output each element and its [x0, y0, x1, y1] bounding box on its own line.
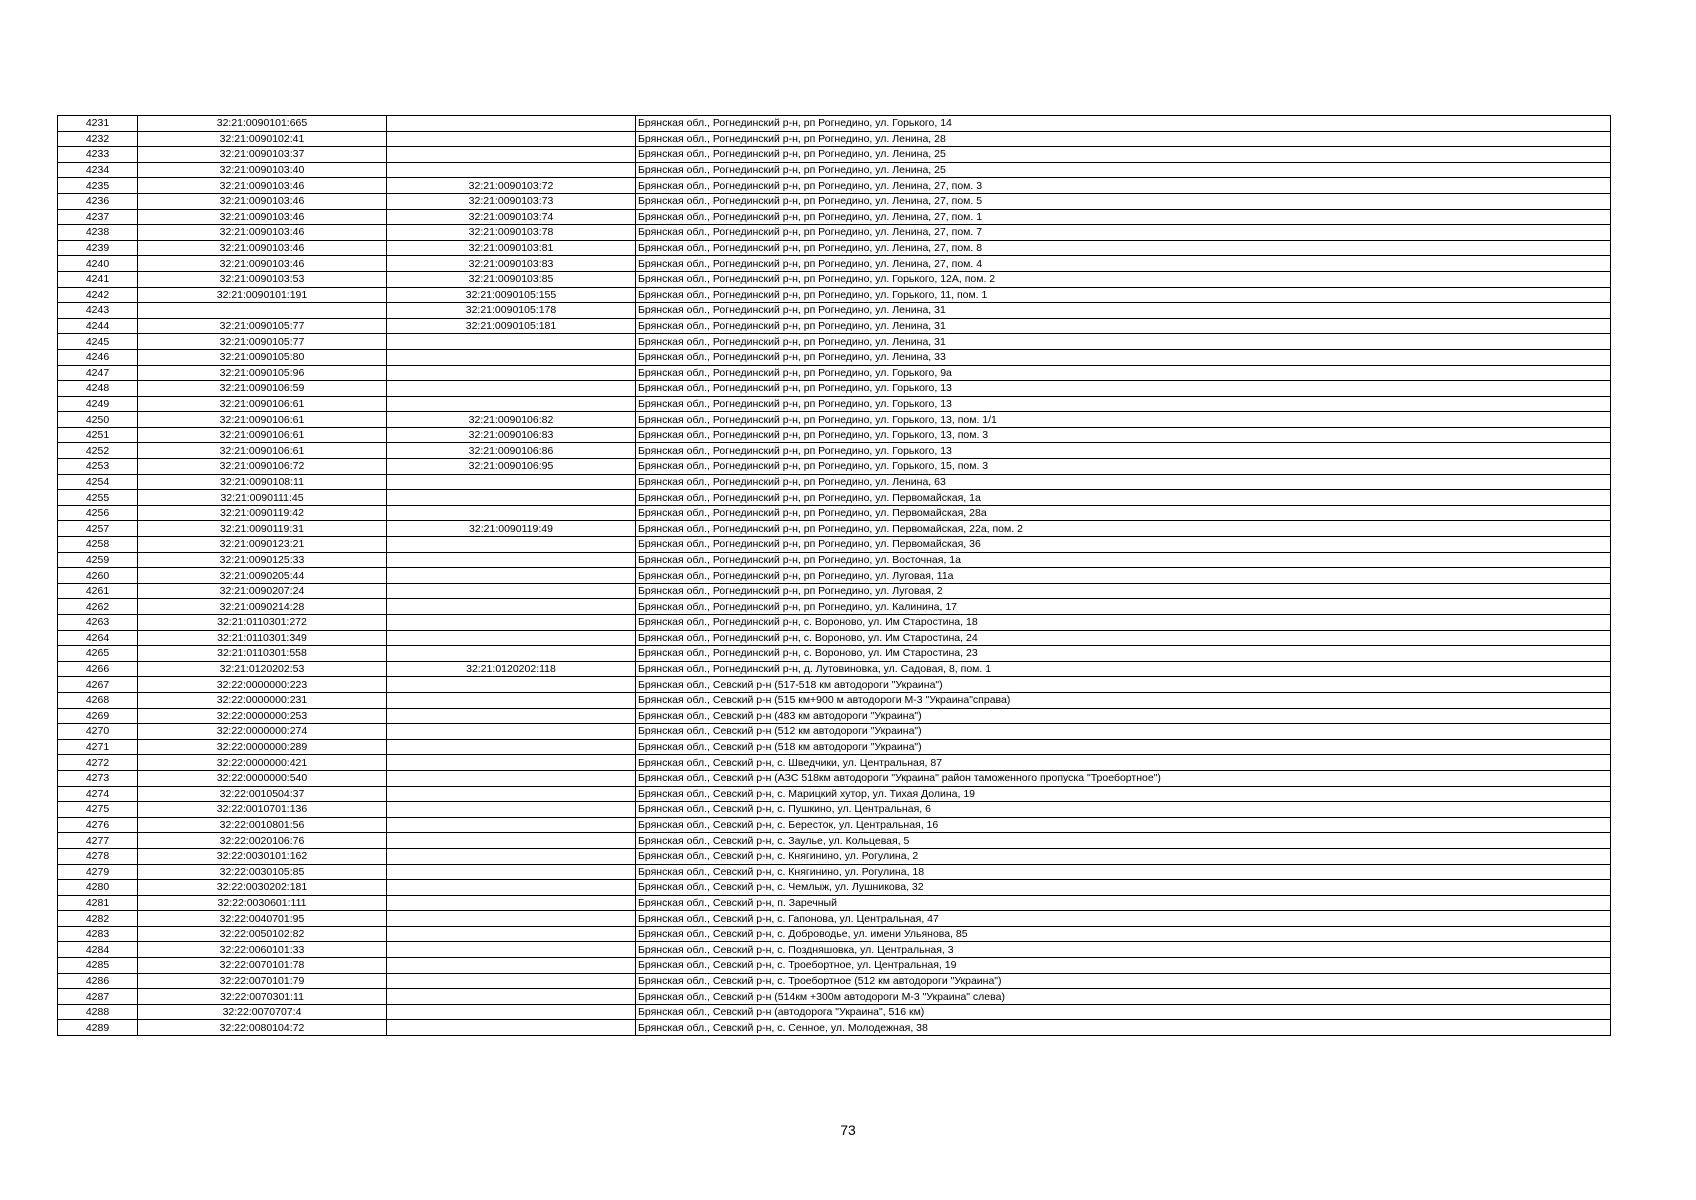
address-cell: Брянская обл., Рогнединский р-н, рп Рогнедино, ул. Ленина, 31	[636, 334, 1611, 350]
object-number-cell	[387, 833, 636, 849]
address-cell: Брянская обл., Рогнединский р-н, рп Рогнедино, ул. Горького, 13, пом. 1/1	[636, 412, 1611, 428]
row-number-cell: 4271	[58, 739, 138, 755]
row-number-cell: 4267	[58, 677, 138, 693]
object-number-cell: 32:21:0090106:95	[387, 459, 636, 475]
table-row	[58, 459, 1611, 475]
address-cell: Брянская обл., Рогнединский р-н, рп Рогнедино, ул. Ленина, 27, пом. 1	[636, 209, 1611, 225]
object-number-cell	[387, 692, 636, 708]
row-number-cell: 4254	[58, 474, 138, 490]
row-number-cell: 4287	[58, 989, 138, 1005]
address-cell: Брянская обл., Севский р-н (автодорога "Украина", 516 км)	[636, 1004, 1611, 1020]
cadastral-number-cell: 32:22:0000000:231	[138, 692, 387, 708]
cadastral-number-cell: 32:21:0090106:61	[138, 412, 387, 428]
address-cell: Брянская обл., Севский р-н, с. Поздняшовка, ул. Центральная, 3	[636, 942, 1611, 958]
address-cell: Брянская обл., Рогнединский р-н, рп Рогнедино, ул. Ленина, 27, пом. 3	[636, 178, 1611, 194]
row-number-cell: 4273	[58, 770, 138, 786]
row-number-cell: 4277	[58, 833, 138, 849]
table-row	[58, 708, 1611, 724]
cadastral-number-cell: 32:22:0030202:181	[138, 880, 387, 896]
cadastral-number-cell: 32:22:0000000:289	[138, 739, 387, 755]
address-cell: Брянская обл., Рогнединский р-н, рп Рогнедино, ул. Горького, 14	[636, 116, 1611, 132]
cadastral-number-cell: 32:22:0030105:85	[138, 864, 387, 880]
row-number-cell: 4284	[58, 942, 138, 958]
object-number-cell: 32:21:0090103:73	[387, 193, 636, 209]
object-number-cell: 32:21:0090103:72	[387, 178, 636, 194]
cadastral-number-cell: 32:21:0090125:33	[138, 552, 387, 568]
row-number-cell: 4275	[58, 802, 138, 818]
cadastral-number-cell: 32:22:0030601:111	[138, 895, 387, 911]
row-number-cell: 4248	[58, 381, 138, 397]
address-cell: Брянская обл., Севский р-н, с. Троебортное (512 км автодороги "Украина")	[636, 973, 1611, 989]
address-cell: Брянская обл., Севский р-н (517-518 км автодороги "Украина")	[636, 677, 1611, 693]
table-row	[58, 474, 1611, 490]
table-row	[58, 178, 1611, 194]
object-number-cell: 32:21:0090103:74	[387, 209, 636, 225]
address-cell: Брянская обл., Севский р-н, с. Чемлыж, ул. Лушникова, 32	[636, 880, 1611, 896]
object-number-cell	[387, 334, 636, 350]
cadastral-number-cell: 32:21:0110301:349	[138, 630, 387, 646]
row-number-cell: 4234	[58, 162, 138, 178]
table-row	[58, 209, 1611, 225]
cadastral-number-cell: 32:21:0090119:42	[138, 505, 387, 521]
cadastral-number-cell: 32:22:0000000:223	[138, 677, 387, 693]
cadastral-number-cell: 32:21:0090105:77	[138, 334, 387, 350]
address-cell: Брянская обл., Севский р-н, п. Заречный	[636, 895, 1611, 911]
table-row	[58, 880, 1611, 896]
address-cell: Брянская обл., Рогнединский р-н, рп Рогнедино, ул. Горького, 13, пом. 3	[636, 427, 1611, 443]
address-cell: Брянская обл., Рогнединский р-н, рп Рогнедино, ул. Первомайская, 1а	[636, 490, 1611, 506]
row-number-cell: 4268	[58, 692, 138, 708]
table-row	[58, 147, 1611, 163]
object-number-cell	[387, 989, 636, 1005]
cadastral-number-cell: 32:21:0110301:558	[138, 646, 387, 662]
row-number-cell: 4249	[58, 396, 138, 412]
table-row	[58, 770, 1611, 786]
address-cell: Брянская обл., Рогнединский р-н, рп Рогнедино, ул. Горького, 11, пом. 1	[636, 287, 1611, 303]
table-row	[58, 334, 1611, 350]
address-cell: Брянская обл., Севский р-н, с. Заулье, ул. Кольцевая, 5	[636, 833, 1611, 849]
object-number-cell	[387, 349, 636, 365]
cadastral-number-cell: 32:21:0090108:11	[138, 474, 387, 490]
address-cell: Брянская обл., Севский р-н, с. Гапонова, ул. Центральная, 47	[636, 911, 1611, 927]
table-row	[58, 256, 1611, 272]
object-number-cell	[387, 880, 636, 896]
address-cell: Брянская обл., Севский р-н, с. Доброводье, ул. имени Ульянова, 85	[636, 926, 1611, 942]
row-number-cell: 4263	[58, 615, 138, 631]
object-number-cell: 32:21:0090105:178	[387, 303, 636, 319]
object-number-cell	[387, 599, 636, 615]
object-number-cell	[387, 568, 636, 584]
row-number-cell: 4257	[58, 521, 138, 537]
table-row	[58, 349, 1611, 365]
object-number-cell	[387, 147, 636, 163]
table-row	[58, 973, 1611, 989]
row-number-cell: 4285	[58, 958, 138, 974]
cadastral-number-cell: 32:21:0090106:61	[138, 443, 387, 459]
object-number-cell	[387, 1020, 636, 1036]
object-number-cell: 32:21:0090106:82	[387, 412, 636, 428]
table-row	[58, 303, 1611, 319]
object-number-cell: 32:21:0090105:181	[387, 318, 636, 334]
object-number-cell	[387, 848, 636, 864]
address-cell: Брянская обл., Севский р-н, с. Пушкино, ул. Центральная, 6	[636, 802, 1611, 818]
table-row	[58, 412, 1611, 428]
row-number-cell: 4281	[58, 895, 138, 911]
table-row	[58, 240, 1611, 256]
row-number-cell: 4243	[58, 303, 138, 319]
object-number-cell: 32:21:0090103:83	[387, 256, 636, 272]
cadastral-number-cell: 32:21:0090103:46	[138, 178, 387, 194]
row-number-cell: 4251	[58, 427, 138, 443]
row-number-cell: 4269	[58, 708, 138, 724]
table-row	[58, 365, 1611, 381]
row-number-cell: 4233	[58, 147, 138, 163]
table-row	[58, 1020, 1611, 1036]
row-number-cell: 4261	[58, 583, 138, 599]
cadastral-number-cell: 32:22:0070101:79	[138, 973, 387, 989]
address-cell: Брянская обл., Севский р-н, с. Княгинино, ул. Рогулина, 18	[636, 864, 1611, 880]
cadastral-number-cell: 32:21:0090106:59	[138, 381, 387, 397]
table-row	[58, 505, 1611, 521]
row-number-cell: 4280	[58, 880, 138, 896]
object-number-cell	[387, 365, 636, 381]
address-cell: Брянская обл., Рогнединский р-н, рп Рогнедино, ул. Горького, 9а	[636, 365, 1611, 381]
object-number-cell	[387, 537, 636, 553]
object-number-cell: 32:21:0090106:86	[387, 443, 636, 459]
object-number-cell	[387, 926, 636, 942]
row-number-cell: 4282	[58, 911, 138, 927]
cadastral-number-cell: 32:22:0000000:253	[138, 708, 387, 724]
cadastral-number-cell: 32:21:0120202:53	[138, 661, 387, 677]
object-number-cell	[387, 583, 636, 599]
table-row	[58, 942, 1611, 958]
row-number-cell: 4283	[58, 926, 138, 942]
table-row	[58, 615, 1611, 631]
object-number-cell: 32:21:0090103:78	[387, 225, 636, 241]
row-number-cell: 4236	[58, 193, 138, 209]
table-row	[58, 1004, 1611, 1020]
cadastral-number-cell: 32:21:0090105:77	[138, 318, 387, 334]
table-row	[58, 568, 1611, 584]
table-row	[58, 131, 1611, 147]
cadastral-number-cell: 32:22:0010701:136	[138, 802, 387, 818]
table-row	[58, 427, 1611, 443]
table-row	[58, 911, 1611, 927]
cadastral-number-cell: 32:22:0000000:274	[138, 724, 387, 740]
address-cell: Брянская обл., Рогнединский р-н, рп Рогнедино, ул. Ленина, 27, пом. 4	[636, 256, 1611, 272]
cadastral-number-cell: 32:21:0090103:40	[138, 162, 387, 178]
object-number-cell	[387, 677, 636, 693]
table-row	[58, 677, 1611, 693]
address-cell: Брянская обл., Рогнединский р-н, с. Вороново, ул. Им Старостина, 23	[636, 646, 1611, 662]
row-number-cell: 4270	[58, 724, 138, 740]
address-cell: Брянская обл., Рогнединский р-н, рп Рогнедино, ул. Горького, 13	[636, 396, 1611, 412]
address-cell: Брянская обл., Рогнединский р-н, рп Рогнедино, ул. Ленина, 27, пом. 8	[636, 240, 1611, 256]
object-number-cell	[387, 708, 636, 724]
table-row	[58, 864, 1611, 880]
address-cell: Брянская обл., Севский р-н, с. Княгинино, ул. Рогулина, 2	[636, 848, 1611, 864]
row-number-cell: 4272	[58, 755, 138, 771]
address-cell: Брянская обл., Рогнединский р-н, рп Рогнедино, ул. Луговая, 11а	[636, 568, 1611, 584]
cadastral-number-cell: 32:21:0090207:24	[138, 583, 387, 599]
row-number-cell: 4286	[58, 973, 138, 989]
cadastral-number-cell: 32:21:0090103:53	[138, 271, 387, 287]
address-cell: Брянская обл., Рогнединский р-н, рп Рогнедино, ул. Ленина, 25	[636, 162, 1611, 178]
row-number-cell: 4278	[58, 848, 138, 864]
object-number-cell: 32:21:0090119:49	[387, 521, 636, 537]
cadastral-number-cell: 32:22:0000000:540	[138, 770, 387, 786]
cadastral-number-cell: 32:21:0090101:191	[138, 287, 387, 303]
table-row	[58, 848, 1611, 864]
object-number-cell	[387, 552, 636, 568]
row-number-cell: 4253	[58, 459, 138, 475]
object-number-cell	[387, 505, 636, 521]
address-cell: Брянская обл., Севский р-н (515 км+900 м автодороги М-3 "Украина"справа)	[636, 692, 1611, 708]
object-number-cell	[387, 474, 636, 490]
object-number-cell: 32:21:0090103:81	[387, 240, 636, 256]
address-cell: Брянская обл., Рогнединский р-н, рп Рогнедино, ул. Первомайская, 22а, пом. 2	[636, 521, 1611, 537]
row-number-cell: 4241	[58, 271, 138, 287]
object-number-cell	[387, 381, 636, 397]
object-number-cell	[387, 942, 636, 958]
row-number-cell: 4255	[58, 490, 138, 506]
object-number-cell	[387, 646, 636, 662]
table-row	[58, 599, 1611, 615]
address-cell: Брянская обл., Рогнединский р-н, рп Рогнедино, ул. Ленина, 28	[636, 131, 1611, 147]
cadastral-number-cell: 32:21:0090119:31	[138, 521, 387, 537]
table-row	[58, 692, 1611, 708]
row-number-cell: 4262	[58, 599, 138, 615]
object-number-cell	[387, 786, 636, 802]
cadastral-number-cell: 32:22:0070301:11	[138, 989, 387, 1005]
cadastral-number-cell: 32:21:0090105:96	[138, 365, 387, 381]
cadastral-number-cell	[138, 303, 387, 319]
cadastral-number-cell: 32:22:0010801:56	[138, 817, 387, 833]
cadastral-number-cell: 32:22:0030101:162	[138, 848, 387, 864]
address-cell: Брянская обл., Севский р-н (514км +300м автодороги М-3 "Украина" слева)	[636, 989, 1611, 1005]
table-row	[58, 116, 1611, 132]
table-row	[58, 193, 1611, 209]
address-cell: Брянская обл., Рогнединский р-н, рп Рогнедино, ул. Горького, 13	[636, 381, 1611, 397]
object-number-cell	[387, 116, 636, 132]
table-row	[58, 786, 1611, 802]
row-number-cell: 4245	[58, 334, 138, 350]
table-row	[58, 630, 1611, 646]
cadastral-number-cell: 32:22:0070707:4	[138, 1004, 387, 1020]
table-body	[58, 116, 1611, 1036]
address-cell: Брянская обл., Рогнединский р-н, с. Вороново, ул. Им Старостина, 18	[636, 615, 1611, 631]
address-cell: Брянская обл., Севский р-н, с. Троебортное, ул. Центральная, 19	[636, 958, 1611, 974]
address-cell: Брянская обл., Севский р-н, с. Марицкий хутор, ул. Тихая Долина, 19	[636, 786, 1611, 802]
table-row	[58, 521, 1611, 537]
cadastral-number-cell: 32:21:0090205:44	[138, 568, 387, 584]
row-number-cell: 4239	[58, 240, 138, 256]
row-number-cell: 4231	[58, 116, 138, 132]
address-cell: Брянская обл., Рогнединский р-н, рп Рогнедино, ул. Горького, 13	[636, 443, 1611, 459]
object-number-cell	[387, 396, 636, 412]
row-number-cell: 4242	[58, 287, 138, 303]
row-number-cell: 4265	[58, 646, 138, 662]
object-number-cell: 32:21:0120202:118	[387, 661, 636, 677]
row-number-cell: 4235	[58, 178, 138, 194]
table-row	[58, 646, 1611, 662]
address-cell: Брянская обл., Рогнединский р-н, рп Рогнедино, ул. Горького, 12А, пом. 2	[636, 271, 1611, 287]
table-row	[58, 381, 1611, 397]
row-number-cell: 4266	[58, 661, 138, 677]
address-cell: Брянская обл., Рогнединский р-н, рп Рогнедино, ул. Луговая, 2	[636, 583, 1611, 599]
table-row	[58, 225, 1611, 241]
cadastral-number-cell: 32:21:0090214:28	[138, 599, 387, 615]
object-number-cell	[387, 958, 636, 974]
cadastral-number-cell: 32:21:0090123:21	[138, 537, 387, 553]
table-row	[58, 318, 1611, 334]
address-cell: Брянская обл., Рогнединский р-н, рп Рогнедино, ул. Горького, 15, пом. 3	[636, 459, 1611, 475]
cadastral-number-cell: 32:21:0090103:46	[138, 193, 387, 209]
row-number-cell: 4259	[58, 552, 138, 568]
address-cell: Брянская обл., Севский р-н (АЗС 518км автодороги "Украина" район таможенного пропуска "Троебортное")	[636, 770, 1611, 786]
table-row	[58, 895, 1611, 911]
table-row	[58, 833, 1611, 849]
cadastral-number-cell: 32:21:0090105:80	[138, 349, 387, 365]
row-number-cell: 4279	[58, 864, 138, 880]
cadastral-number-cell: 32:22:0010504:37	[138, 786, 387, 802]
object-number-cell	[387, 864, 636, 880]
cadastral-number-cell: 32:21:0090103:37	[138, 147, 387, 163]
object-number-cell: 32:21:0090103:85	[387, 271, 636, 287]
row-number-cell: 4274	[58, 786, 138, 802]
table-row	[58, 926, 1611, 942]
row-number-cell: 4232	[58, 131, 138, 147]
object-number-cell	[387, 973, 636, 989]
cadastral-number-cell: 32:21:0090106:61	[138, 396, 387, 412]
object-number-cell	[387, 770, 636, 786]
row-number-cell: 4256	[58, 505, 138, 521]
cadastral-number-cell: 32:22:0060101:33	[138, 942, 387, 958]
cadastral-number-cell: 32:22:0040701:95	[138, 911, 387, 927]
table-row	[58, 271, 1611, 287]
address-cell: Брянская обл., Рогнединский р-н, рп Рогнедино, ул. Ленина, 63	[636, 474, 1611, 490]
cadastral-number-cell: 32:22:0070101:78	[138, 958, 387, 974]
table-row	[58, 162, 1611, 178]
table-row	[58, 739, 1611, 755]
address-cell: Брянская обл., Севский р-н (512 км автодороги "Украина")	[636, 724, 1611, 740]
row-number-cell: 4289	[58, 1020, 138, 1036]
address-cell: Брянская обл., Рогнединский р-н, рп Рогнедино, ул. Ленина, 27, пом. 7	[636, 225, 1611, 241]
cadastral-number-cell: 32:21:0090103:46	[138, 225, 387, 241]
cadastral-number-cell: 32:21:0090102:41	[138, 131, 387, 147]
cadastral-number-cell: 32:21:0090101:665	[138, 116, 387, 132]
row-number-cell: 4250	[58, 412, 138, 428]
table-row	[58, 724, 1611, 740]
cadastral-number-cell: 32:22:0080104:72	[138, 1020, 387, 1036]
object-number-cell: 32:21:0090105:155	[387, 287, 636, 303]
cadastral-number-cell: 32:21:0090103:46	[138, 256, 387, 272]
object-number-cell	[387, 739, 636, 755]
table-row	[58, 661, 1611, 677]
cadastral-number-cell: 32:21:0090106:61	[138, 427, 387, 443]
object-number-cell	[387, 630, 636, 646]
table-row	[58, 817, 1611, 833]
row-number-cell: 4288	[58, 1004, 138, 1020]
row-number-cell: 4238	[58, 225, 138, 241]
object-number-cell	[387, 1004, 636, 1020]
table-row	[58, 443, 1611, 459]
row-number-cell: 4260	[58, 568, 138, 584]
table-row	[58, 537, 1611, 553]
address-cell: Брянская обл., Рогнединский р-н, рп Рогнедино, ул. Восточная, 1а	[636, 552, 1611, 568]
address-cell: Брянская обл., Севский р-н, с. Бересток, ул. Центральная, 16	[636, 817, 1611, 833]
address-cell: Брянская обл., Рогнединский р-н, д. Лутовиновка, ул. Садовая, 8, пом. 1	[636, 661, 1611, 677]
cadastral-number-cell: 32:21:0090103:46	[138, 240, 387, 256]
row-number-cell: 4244	[58, 318, 138, 334]
object-number-cell: 32:21:0090106:83	[387, 427, 636, 443]
row-number-cell: 4258	[58, 537, 138, 553]
address-cell: Брянская обл., Рогнединский р-н, рп Рогнедино, ул. Первомайская, 36	[636, 537, 1611, 553]
address-cell: Брянская обл., Рогнединский р-н, рп Рогнедино, ул. Калинина, 17	[636, 599, 1611, 615]
address-cell: Брянская обл., Севский р-н (518 км автодороги "Украина")	[636, 739, 1611, 755]
cadastral-number-cell: 32:22:0050102:82	[138, 926, 387, 942]
address-cell: Брянская обл., Рогнединский р-н, рп Рогнедино, ул. Ленина, 27, пом. 5	[636, 193, 1611, 209]
row-number-cell: 4264	[58, 630, 138, 646]
table-row	[58, 989, 1611, 1005]
cadastral-number-cell: 32:21:0090106:72	[138, 459, 387, 475]
object-number-cell	[387, 490, 636, 506]
object-number-cell	[387, 724, 636, 740]
object-number-cell	[387, 615, 636, 631]
object-number-cell	[387, 802, 636, 818]
table-row	[58, 552, 1611, 568]
object-number-cell	[387, 911, 636, 927]
object-number-cell	[387, 131, 636, 147]
registry-table	[57, 115, 1611, 1036]
row-number-cell: 4276	[58, 817, 138, 833]
object-number-cell	[387, 817, 636, 833]
table-row	[58, 583, 1611, 599]
address-cell: Брянская обл., Севский р-н (483 км автодороги "Украина")	[636, 708, 1611, 724]
row-number-cell: 4240	[58, 256, 138, 272]
table-row	[58, 755, 1611, 771]
row-number-cell: 4252	[58, 443, 138, 459]
table-row	[58, 802, 1611, 818]
table-row	[58, 287, 1611, 303]
address-cell: Брянская обл., Рогнединский р-н, рп Рогнедино, ул. Ленина, 31	[636, 303, 1611, 319]
cadastral-number-cell: 32:22:0020106:76	[138, 833, 387, 849]
object-number-cell	[387, 895, 636, 911]
row-number-cell: 4247	[58, 365, 138, 381]
table-row	[58, 396, 1611, 412]
table-row	[58, 490, 1611, 506]
row-number-cell: 4237	[58, 209, 138, 225]
object-number-cell	[387, 755, 636, 771]
address-cell: Брянская обл., Рогнединский р-н, рп Рогнедино, ул. Ленина, 31	[636, 318, 1611, 334]
address-cell: Брянская обл., Рогнединский р-н, с. Вороново, ул. Им Старостина, 24	[636, 630, 1611, 646]
table-row	[58, 958, 1611, 974]
object-number-cell	[387, 162, 636, 178]
row-number-cell: 4246	[58, 349, 138, 365]
address-cell: Брянская обл., Рогнединский р-н, рп Рогнедино, ул. Ленина, 25	[636, 147, 1611, 163]
cadastral-number-cell: 32:21:0110301:272	[138, 615, 387, 631]
page-number: 73	[840, 1122, 856, 1138]
address-cell: Брянская обл., Севский р-н, с. Шведчики, ул. Центральная, 87	[636, 755, 1611, 771]
cadastral-number-cell: 32:21:0090103:46	[138, 209, 387, 225]
address-cell: Брянская обл., Рогнединский р-н, рп Рогнедино, ул. Первомайская, 28а	[636, 505, 1611, 521]
cadastral-number-cell: 32:22:0000000:421	[138, 755, 387, 771]
cadastral-number-cell: 32:21:0090111:45	[138, 490, 387, 506]
address-cell: Брянская обл., Севский р-н, с. Сенное, ул. Молодежная, 38	[636, 1020, 1611, 1036]
address-cell: Брянская обл., Рогнединский р-н, рп Рогнедино, ул. Ленина, 33	[636, 349, 1611, 365]
